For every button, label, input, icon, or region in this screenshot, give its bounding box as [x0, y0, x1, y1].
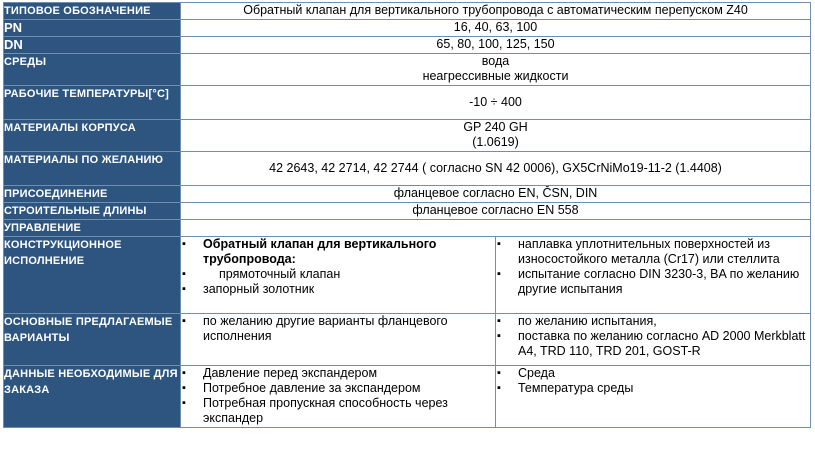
value-temperature: -10 ÷ 400	[181, 86, 811, 120]
row-dn	[4, 37, 811, 54]
label-face-to-face: СТРОИТЕЛЬНЫЕ ДЛИНЫ	[4, 203, 181, 220]
row-options	[4, 314, 811, 366]
value-body-material	[181, 120, 811, 152]
options-right	[496, 314, 811, 366]
list-item: ▪ испытание согласно DIN 3230-3, BA по желанию другие испытания	[496, 267, 810, 297]
row-control	[4, 220, 811, 237]
options-left	[181, 314, 496, 366]
value-body-material-line: (1.0619)	[472, 135, 519, 149]
list-item: ▪ Среда	[496, 366, 810, 381]
value-optional-materials: 42 2643, 42 2714, 42 2744 ( согласно SN 42 0006), GX5CrNiMo19-11-2 (1.4408)	[181, 152, 811, 186]
order-left	[181, 366, 496, 428]
list-item: ▪ Давление перед экспандером	[181, 366, 495, 381]
value-control	[181, 220, 811, 237]
value-connection: фланцевое согласно EN, ČSN, DIN	[181, 186, 811, 203]
value-media-line: вода	[481, 54, 510, 68]
value-dn: 65, 80, 100, 125, 150	[181, 37, 811, 54]
design-left	[181, 237, 496, 314]
list-item: ▪ Потребное давление за экспандером	[181, 381, 495, 396]
row-body-material	[4, 120, 811, 152]
design-left-title: ▪ Обратный клапан для вертикального трубопровода:	[181, 237, 495, 267]
list-item: ▪ по желанию испытания,	[496, 314, 810, 329]
row-order-data	[4, 366, 811, 428]
label-optional-materials: МАТЕРИАЛЫ ПО ЖЕЛАНИЮ	[4, 152, 181, 186]
label-dn: DN	[4, 37, 181, 54]
list-item: ▪ по желанию другие варианты фланцевого исполнения	[181, 314, 495, 344]
list-item: ▪ поставка по желанию согласно AD 2000 Merkblatt A4, TRD 110, TRD 201, GOST-R	[496, 329, 810, 359]
list-item: ▪ Потребная пропускная способность через экспандер	[181, 396, 495, 426]
label-media: СРЕДЫ	[4, 54, 181, 86]
value-body-material-line: GP 240 GH	[463, 120, 528, 134]
row-media	[4, 54, 811, 86]
row-face-to-face	[4, 203, 811, 220]
label-body-material: МАТЕРИАЛЫ КОРПУСА	[4, 120, 181, 152]
label-options: ОСНОВНЫЕ ПРЕДЛАГАЕМЫЕ ВАРИАНТЫ	[4, 314, 181, 366]
spec-table	[3, 2, 811, 428]
row-connection	[4, 186, 811, 203]
value-face-to-face: фланцевое согласно EN 558	[181, 203, 811, 220]
list-item: ▪ наплавка уплотнительных поверхностей из износостойкого металла (Cr17) или стеллита	[496, 237, 810, 267]
design-right	[496, 237, 811, 314]
list-item: ▪ запорный золотник	[181, 282, 495, 297]
order-right	[496, 366, 811, 428]
label-order-data: ДАННЫЕ НЕОБХОДИМЫЕ ДЛЯ ЗАКАЗА	[4, 366, 181, 428]
list-item: ▪ прямоточный клапан	[181, 267, 495, 282]
value-media-line: неагрессивные жидкости	[422, 69, 569, 83]
row-type-designation	[4, 3, 811, 20]
value-media	[181, 54, 811, 86]
label-connection: ПРИСОЕДИНЕНИЕ	[4, 186, 181, 203]
row-design	[4, 237, 811, 314]
label-type-designation: ТИПОВОЕ ОБОЗНАЧЕНИЕ	[4, 3, 181, 20]
value-type-designation: Обратный клапан для вертикального трубопровода с автоматическим перепуском Z40	[181, 3, 811, 20]
label-design: КОНСТРУКЦИОННОЕ ИСПОЛНЕНИЕ	[4, 237, 181, 314]
label-control: УПРАВЛЕНИЕ	[4, 220, 181, 237]
row-temperature	[4, 86, 811, 120]
value-pn: 16, 40, 63, 100	[181, 20, 811, 37]
row-optional-materials	[4, 152, 811, 186]
row-pn	[4, 20, 811, 37]
label-temperature: РАБОЧИЕ ТЕМПЕРАТУРЫ[°C]	[4, 86, 181, 120]
list-item: ▪ Температура среды	[496, 381, 810, 396]
label-pn: PN	[4, 20, 181, 37]
